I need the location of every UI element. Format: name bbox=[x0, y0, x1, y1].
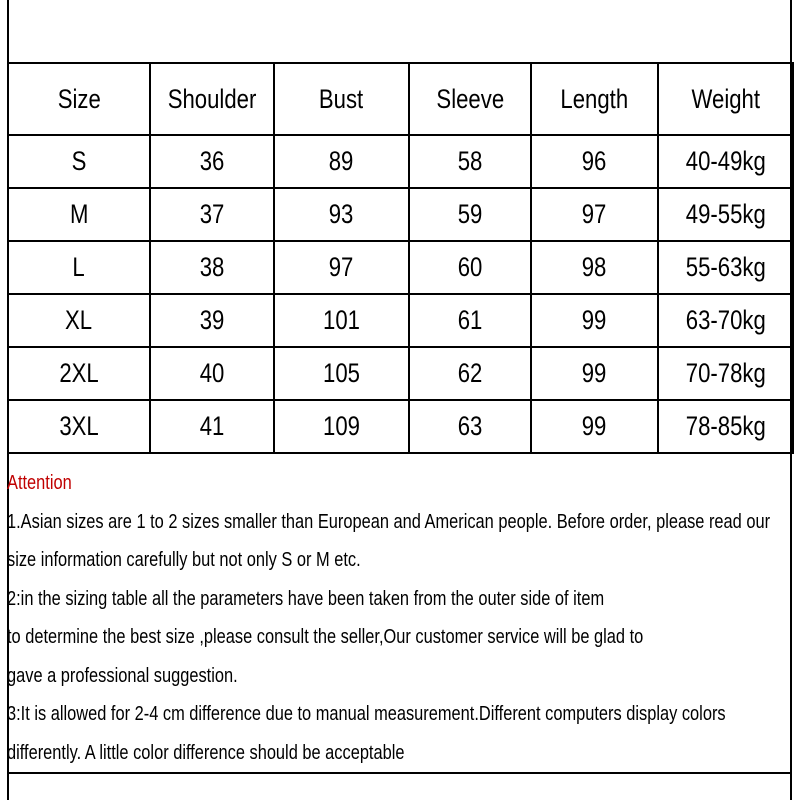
table-header-row bbox=[8, 63, 793, 135]
header-cell-bust: Bust bbox=[274, 63, 409, 135]
table-cell: 61 bbox=[409, 294, 531, 347]
table-cell: 97 bbox=[531, 188, 658, 241]
table-cell: 101 bbox=[274, 294, 409, 347]
bottom-border-line bbox=[7, 772, 792, 774]
table-cell: 99 bbox=[531, 294, 658, 347]
table-cell: 60 bbox=[409, 241, 531, 294]
table-cell: 98 bbox=[531, 241, 658, 294]
table-cell: XL bbox=[8, 294, 150, 347]
table-cell: 59 bbox=[409, 188, 531, 241]
table-row bbox=[8, 400, 793, 453]
table-row bbox=[8, 135, 793, 188]
table-cell: 55-63kg bbox=[658, 241, 793, 294]
table-cell: L bbox=[8, 241, 150, 294]
table-cell: 40-49kg bbox=[658, 135, 793, 188]
note-line: gave a professional suggestion. bbox=[7, 664, 238, 687]
table-cell: 49-55kg bbox=[658, 188, 793, 241]
size-table bbox=[7, 62, 794, 454]
header-cell-sleeve: Sleeve bbox=[409, 63, 531, 135]
table-cell: 41 bbox=[150, 400, 274, 453]
table-row bbox=[8, 188, 793, 241]
table-cell: 63 bbox=[409, 400, 531, 453]
table-cell: 3XL bbox=[8, 400, 150, 453]
note-line: 2:in the sizing table all the parameters have been taken from the outer side of item bbox=[7, 587, 605, 610]
header-cell-weight: Weight bbox=[658, 63, 793, 135]
table-cell: 99 bbox=[531, 400, 658, 453]
note-line: differently. A little color difference should be acceptable bbox=[7, 741, 405, 764]
table-cell: 105 bbox=[274, 347, 409, 400]
table-cell: M bbox=[8, 188, 150, 241]
table-cell: 58 bbox=[409, 135, 531, 188]
note-line: size information carefully but not only S or M etc. bbox=[7, 549, 361, 571]
header-cell-size: Size bbox=[8, 63, 150, 135]
table-cell: 63-70kg bbox=[658, 294, 793, 347]
table-cell: 97 bbox=[274, 241, 409, 294]
table-row bbox=[8, 241, 793, 294]
attention-notes bbox=[7, 464, 792, 772]
table-cell: 99 bbox=[531, 347, 658, 400]
table-cell: 37 bbox=[150, 188, 274, 241]
table-cell: 89 bbox=[274, 135, 409, 188]
table-cell: 96 bbox=[531, 135, 658, 188]
table-cell: 78-85kg bbox=[658, 400, 793, 453]
table-cell: 93 bbox=[274, 188, 409, 241]
header-cell-shoulder: Shoulder bbox=[150, 63, 274, 135]
table-row bbox=[8, 347, 793, 400]
note-line: to determine the best size ,please consult the seller,Our customer service will be glad to bbox=[7, 626, 644, 648]
table-cell: 62 bbox=[409, 347, 531, 400]
table-cell: 70-78kg bbox=[658, 347, 793, 400]
table-cell: 109 bbox=[274, 400, 409, 453]
table-cell: 38 bbox=[150, 241, 274, 294]
note-line: 1.Asian sizes are 1 to 2 sizes smaller than European and American people. Before order, please read our bbox=[7, 510, 771, 533]
table-cell: S bbox=[8, 135, 150, 188]
header-cell-length: Length bbox=[531, 63, 658, 135]
attention-title: Attention bbox=[7, 472, 72, 494]
table-row bbox=[8, 294, 793, 347]
note-line: 3:It is allowed for 2-4 cm difference due to manual measurement.Different computers display colors bbox=[7, 703, 726, 725]
table-cell: 40 bbox=[150, 347, 274, 400]
table-cell: 2XL bbox=[8, 347, 150, 400]
table-cell: 36 bbox=[150, 135, 274, 188]
table-cell: 39 bbox=[150, 294, 274, 347]
